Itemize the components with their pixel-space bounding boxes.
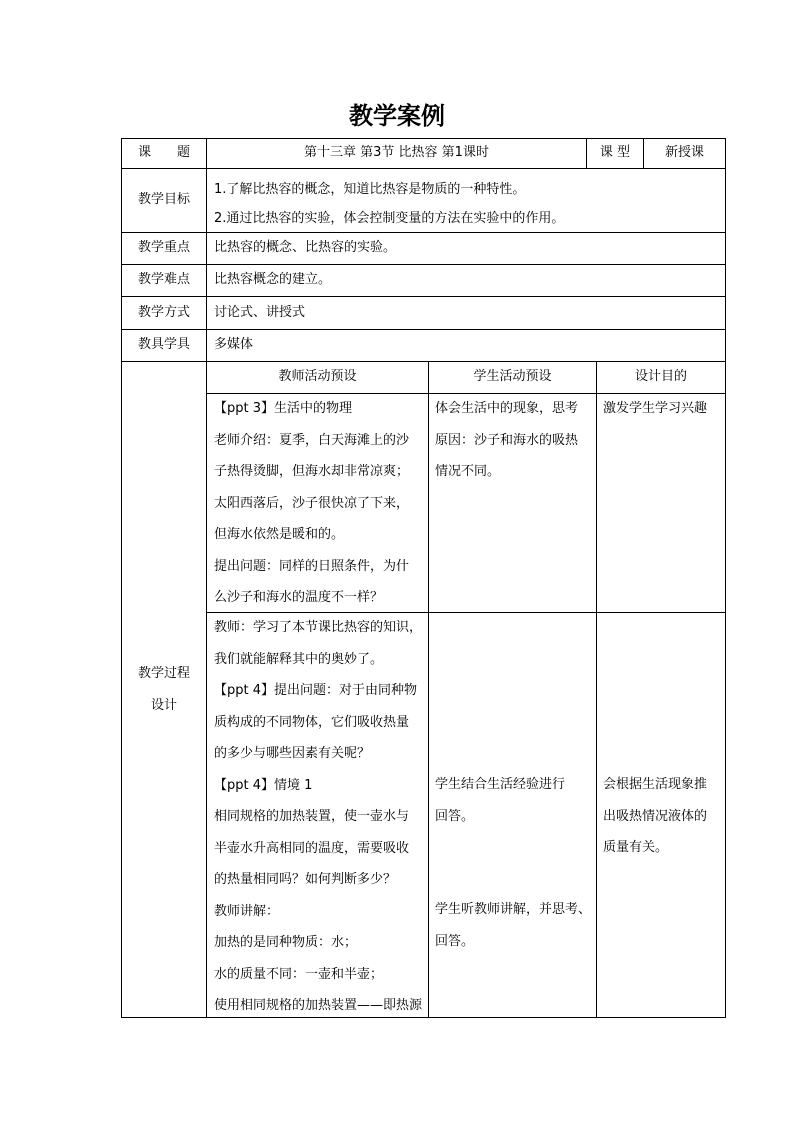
method-value: 讨论式、讲授式 <box>214 305 306 320</box>
document-title: 教学案例 <box>349 101 445 130</box>
teacher-activity-header: 教师活动预设 <box>278 369 357 384</box>
lesson-type-value: 新授课 <box>664 145 704 160</box>
method-label: 教学方式 <box>137 305 190 320</box>
topic-label: 课 题 <box>137 145 190 160</box>
key-points-label: 教学重点 <box>137 240 190 255</box>
key-points-value: 比热容的概念、比热容的实验。 <box>214 240 397 255</box>
student-activity-block-1: 体会生活中的现象，思考 原因：沙子和海水的吸热 情况不同。 <box>435 401 579 479</box>
student-activity-header: 学生活动预设 <box>473 369 552 384</box>
difficulty-label: 教学难点 <box>137 272 190 287</box>
goal-item: 1.了解比热容的概念，知道比热容是物质的一种特性。 <box>214 182 526 197</box>
student-activity-block-2a: 学生结合生活经验进行 回答。 <box>435 777 566 824</box>
process-label: 教学过程 设计 <box>137 666 190 713</box>
tools-label: 教具学具 <box>137 337 190 352</box>
difficulty-value: 比热容概念的建立。 <box>214 272 332 287</box>
lesson-type-label: 课 型 <box>599 145 631 160</box>
design-purpose-block-1: 激发学生学习兴趣 <box>603 401 708 416</box>
teacher-activity-block-1: 【ppt 3】生活中的物理 老师介绍：夏季，白天海滩上的沙 子热得烫脚，但海水却非常凉爽； 太阳西落后，沙子很快凉了下来， 但海水依然是暖和的。 提出问题：同样的日照条件，为什 么沙子和海水的温度不一样？ <box>214 401 410 605</box>
goal-item: 2.通过比热容的实验，体会控制变量的方法在实验中的作用。 <box>214 211 565 226</box>
design-purpose-block-2: 会根据生活现象推 出吸热情况液体的 质量有关。 <box>603 777 708 855</box>
topic-value: 第十三章 第3节 比热容 第1课时 <box>304 145 489 160</box>
teacher-activity-block-2: 教师：学习了本节课比热容的知识， 我们就能解释其中的奥妙了。 【ppt 4】提出问题：对于由同种物 质构成的不同物体，它们吸收热量 的多少与哪些因素有关呢？ 【ppt 4】情境 1 相同规格的加热装置，使一壶水与 半壶水升高相同的温度，需要吸收 的热量相同吗？如何判断多少？ 教师讲解： 加热的是同种物质：水； 水的质量不同：一壶和半壶； 使用相同规格的加热装置——即热源 <box>214 620 423 1013</box>
student-activity-block-2b: 学生听教师讲解，并思考、 回答。 <box>435 902 592 949</box>
goals-label: 教学目标 <box>137 192 190 207</box>
tools-value: 多媒体 <box>214 337 254 352</box>
design-purpose-header: 设计目的 <box>634 369 687 384</box>
